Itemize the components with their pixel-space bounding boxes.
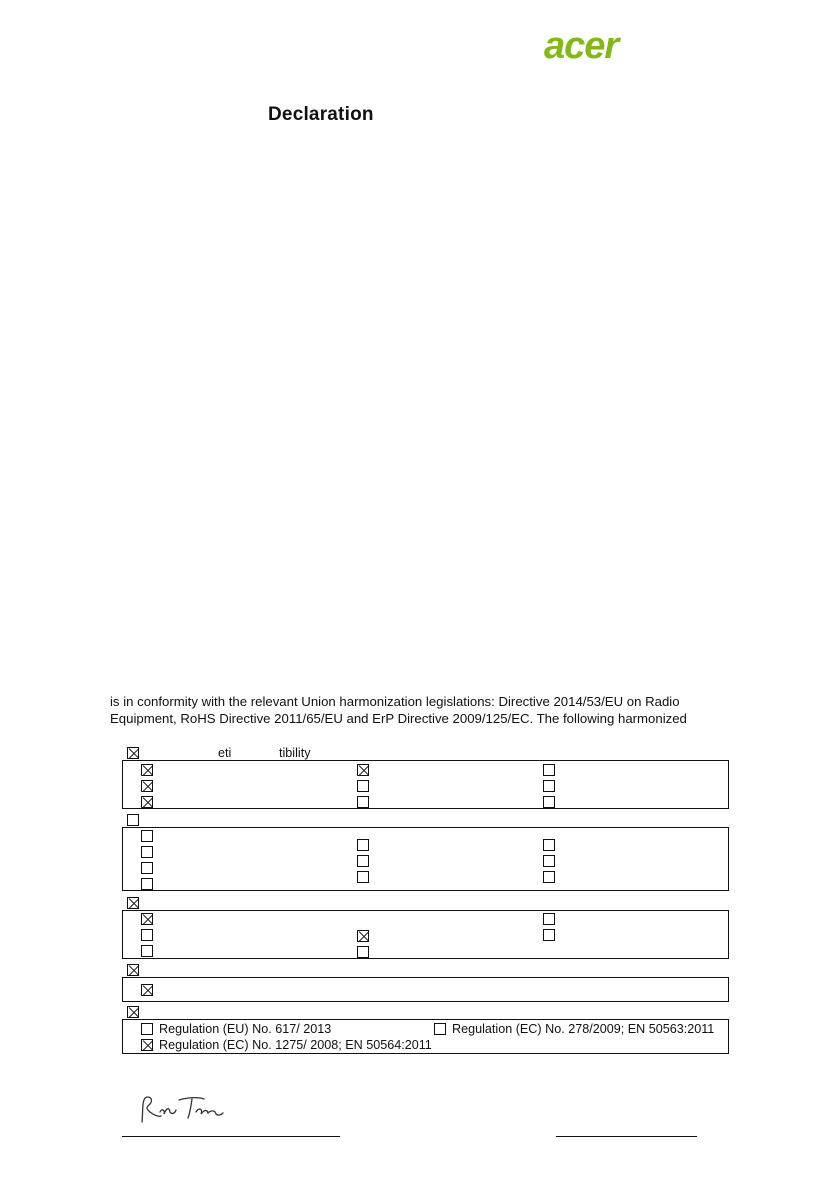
emc-label-fragment-2: tibility: [279, 746, 311, 760]
emc-checkbox: [357, 780, 369, 792]
erp-section-checkbox: [127, 1006, 139, 1018]
conformity-statement: [110, 693, 720, 727]
page-title: Declaration: [268, 104, 374, 125]
emc-label-fragment-1: eti: [218, 746, 232, 760]
section-2-item-checkbox: [141, 878, 153, 890]
emc-checkbox: [543, 780, 555, 792]
section-2-item-checkbox: [543, 871, 555, 883]
section-2-item-checkbox: [357, 871, 369, 883]
emc-checkbox: [141, 780, 153, 792]
erp-regulation-1275-checkbox: [141, 1039, 153, 1051]
handwritten-signature: [134, 1092, 234, 1126]
section-2-item-checkbox: [141, 846, 153, 858]
section-2-item-checkbox: [141, 862, 153, 874]
section-2-item-checkbox: [141, 830, 153, 842]
section-4-checkbox: [127, 964, 139, 976]
svg-text:acer: acer: [544, 28, 619, 64]
section-3-item-checkbox: [141, 945, 153, 957]
emc-checkbox: [141, 764, 153, 776]
conformity-line-1: is in conformity with the relevant Union harmonization legislations: Directive 2014/53/EU on Radio: [110, 694, 680, 709]
section-3-item-checkbox: [543, 929, 555, 941]
signature-line: [122, 1136, 340, 1137]
section-3-box: [122, 910, 729, 959]
erp-regulation-278-label: Regulation (EC) No. 278/2009; EN 50563:2011: [452, 1022, 715, 1036]
emc-standards-box: [122, 760, 729, 809]
section-3-item-checkbox: [141, 913, 153, 925]
section-2-item-checkbox: [543, 839, 555, 851]
erp-regulation-278-checkbox: [434, 1023, 446, 1035]
acer-logo: [542, 28, 660, 64]
section-3-item-checkbox: [357, 946, 369, 958]
section-2-item-checkbox: [543, 855, 555, 867]
section-2-box: [122, 827, 729, 891]
erp-regulation-1275-label: Regulation (EC) No. 1275/ 2008; EN 50564:2011: [159, 1038, 432, 1052]
emc-checkbox: [357, 796, 369, 808]
emc-checkbox: [141, 796, 153, 808]
section-3-item-checkbox: [543, 913, 555, 925]
section-2-item-checkbox: [357, 839, 369, 851]
section-3-checkbox: [127, 897, 139, 909]
emc-checkbox: [543, 764, 555, 776]
section-4-item-checkbox: [141, 984, 153, 996]
section-4-box: [122, 977, 729, 1002]
emc-checkbox: [357, 764, 369, 776]
section-2-item-checkbox: [357, 855, 369, 867]
date-line: [556, 1136, 697, 1137]
erp-regulation-617-checkbox: [141, 1023, 153, 1035]
section-2-checkbox: [127, 814, 139, 826]
section-3-item-checkbox: [141, 929, 153, 941]
section-3-item-checkbox: [357, 930, 369, 942]
erp-regulation-617-label: Regulation (EU) No. 617/ 2013: [159, 1022, 332, 1036]
emc-checkbox: [543, 796, 555, 808]
emc-section-checkbox: [127, 747, 139, 759]
conformity-line-2: Equipment, RoHS Directive 2011/65/EU and ErP Directive 2009/125/EC. The following harmonized: [110, 711, 687, 726]
